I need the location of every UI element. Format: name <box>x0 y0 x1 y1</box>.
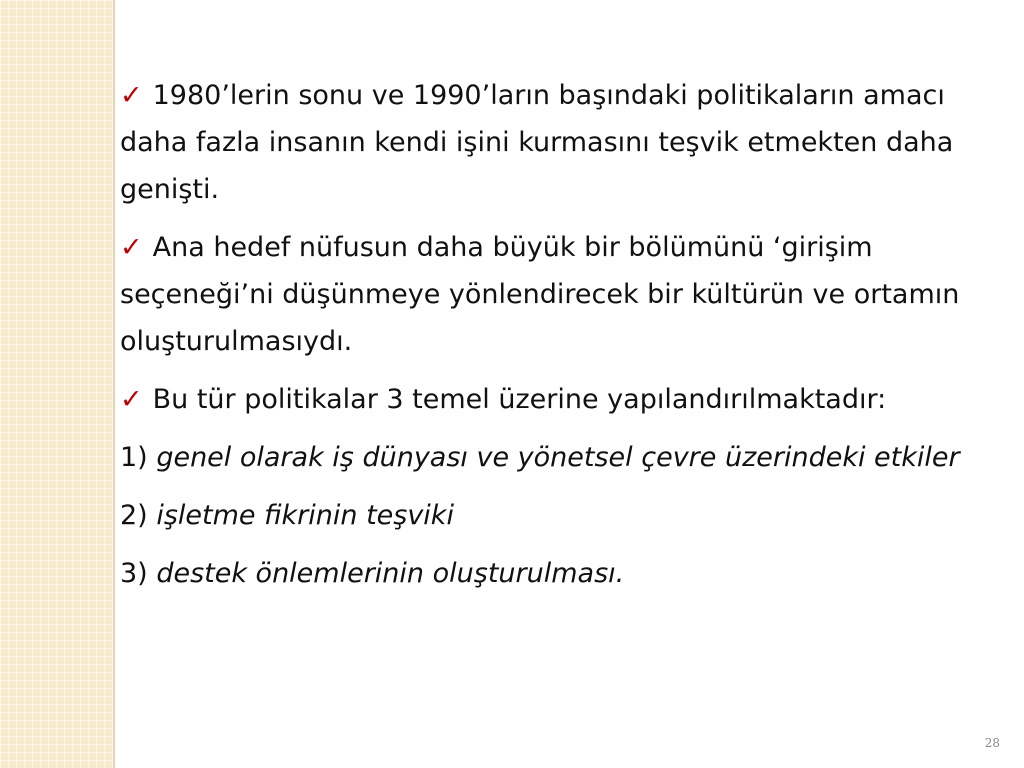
bullet-text: Ana hedef nüfusun daha büyük bir bölümünü ‘girişim seçeneği’ni düşünmeye yönlendirecek bir kültürün ve ortamın oluşturulmasıydı. <box>120 232 960 357</box>
checkmark-icon: ✓ <box>120 384 143 415</box>
bullet-item <box>120 224 1000 365</box>
decorative-side-band <box>0 0 113 768</box>
bullet-item <box>120 72 1000 213</box>
item-text: destek önlemlerinin oluşturulması. <box>156 558 625 589</box>
item-text: işletme fikrinin teşviki <box>156 500 454 531</box>
side-divider <box>113 0 115 768</box>
checkmark-icon: ✓ <box>120 232 143 263</box>
item-number: 1) <box>120 442 148 473</box>
numbered-item <box>120 492 1000 539</box>
slide-content <box>120 72 1000 608</box>
bullet-item <box>120 376 1000 423</box>
numbered-item <box>120 550 1000 597</box>
item-number: 2) <box>120 500 148 531</box>
item-text: genel olarak iş dünyası ve yönetsel çevre üzerindeki etkiler <box>156 442 960 473</box>
item-number: 3) <box>120 558 148 589</box>
numbered-item <box>120 434 1000 481</box>
page-number: 28 <box>984 736 1000 750</box>
checkmark-icon: ✓ <box>120 80 143 111</box>
bullet-text: 1980’lerin sonu ve 1990’ların başındaki politikaların amacı daha fazla insanın kendi işini kurmasını teşvik etmekten daha genişti. <box>120 80 954 205</box>
bullet-text: Bu tür politikalar 3 temel üzerine yapılandırılmaktadır: <box>152 384 887 415</box>
